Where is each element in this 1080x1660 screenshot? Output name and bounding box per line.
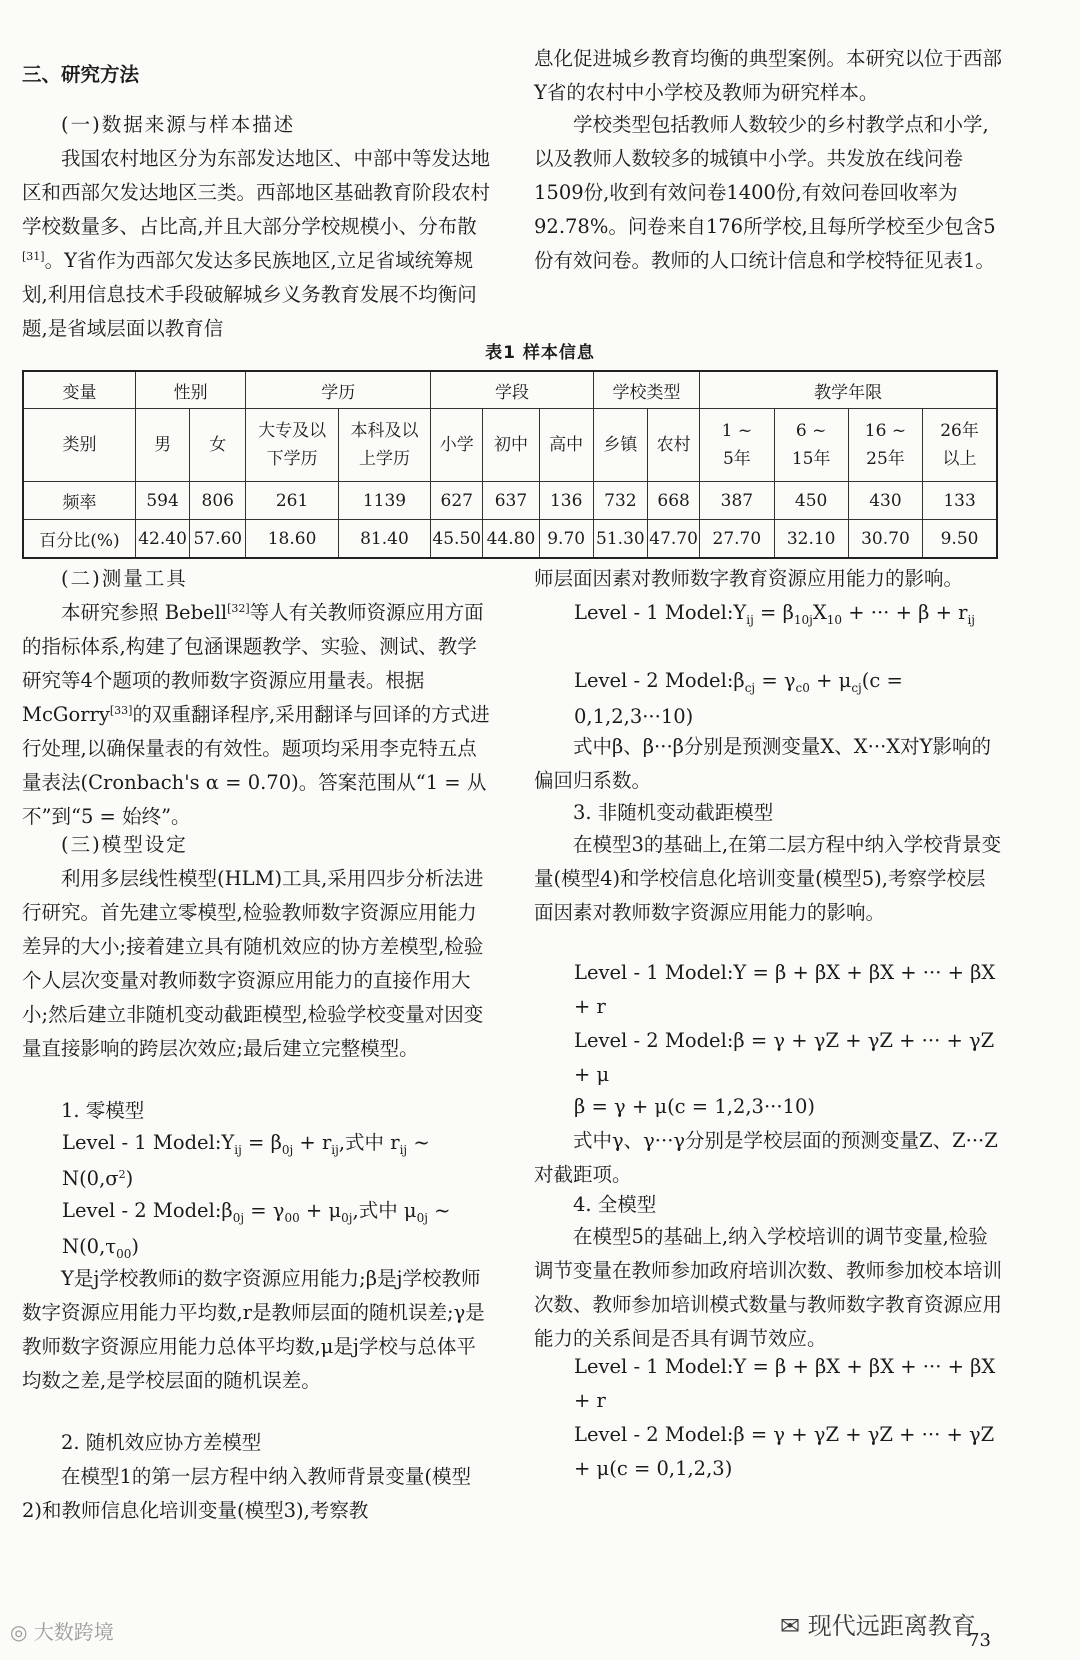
table-cell: 初中 (483, 409, 539, 482)
wechat-icon: ✉ (780, 1612, 808, 1640)
table-cell: 男 (135, 409, 189, 482)
table-cell: 高中 (539, 409, 593, 482)
table-cell: 大专及以下学历 (246, 409, 338, 482)
paragraph-regions: 我国农村地区分为东部发达地区、中部中等发达地区和西部欠发达地区三类。西部地区基础教育阶段农村学校数量多、占比高,并且大部分学校规模小、分布散[31]。Y省作为西部欠发达多民族地区,立足省域统筹规划,利用信息技术手段破解城乡义务教育发展不均衡问题,是省域层面以教育信 (22, 147, 491, 340)
table-cell: 668 (648, 482, 700, 520)
table-caption: 表1 样本信息 (485, 343, 595, 363)
table-cell: 频率 (23, 482, 135, 520)
model3-level1-eq: Level - 1 Model:Y = β + βX + βX + ··· + βX + r (574, 961, 996, 1018)
table-cell: 42.40 (135, 520, 189, 559)
model2-explanation: 式中β、β···β分别是预测变量X、X···X对Y影响的偏回归系数。 (534, 735, 992, 792)
table-percent-row (23, 520, 997, 559)
table-header-row (23, 371, 997, 409)
model3-title: 3. 非随机变动截距模型 (573, 801, 774, 824)
paragraph-continued: 息化促进城乡教育均衡的典型案例。本研究以位于西部Y省的农村中小学校及教师为研究样本。 (534, 47, 1003, 104)
subsection-title-data-source: (一)数据来源与样本描述 (61, 113, 296, 136)
model1-level1-eq: Level - 1 $Model:Y_{ij} = \beta_{0j} + r_{ij}$,式中 $r_{ij}$ ~ $N(0,\sigma^2)$ (62, 1131, 430, 1190)
table-cell: 136 (539, 482, 593, 520)
table-cell: 9.70 (539, 520, 593, 559)
table-cell: 6 ~ 15年 (774, 409, 848, 482)
table-cell: 30.70 (848, 520, 922, 559)
model1-title: 1. 零模型 (61, 1099, 145, 1122)
table-cell: 133 (923, 482, 997, 520)
model2-level2-eq: Level - 2 $Model:\beta_{cj} = \gamma_{c0} + \mu_{cj}(c = 0,1,2,3\cdot\cdot\cdot 10)$ (574, 669, 903, 728)
logo-icon: ◎ (10, 1620, 34, 1644)
table-category-row (23, 409, 997, 482)
table-cell: 627 (431, 482, 483, 520)
table-cell: 732 (593, 482, 647, 520)
table-cell: 1139 (338, 482, 430, 520)
model2-title: 2. 随机效应协方差模型 (61, 1431, 262, 1454)
table-cell: 806 (190, 482, 246, 520)
table-cell: 450 (774, 482, 848, 520)
subsection-title-instrument: (二)测量工具 (61, 567, 188, 590)
model4-level2-eq: Level - 2 Model:β = γ + γZ + γZ + ··· + γZ + μ(c = 0,1,2,3) (574, 1423, 995, 1480)
table-cell: 637 (483, 482, 539, 520)
table-cell: 小学 (431, 409, 483, 482)
table-cell: 47.70 (648, 520, 700, 559)
table-cell: 51.30 (593, 520, 647, 559)
table-cell: 32.10 (774, 520, 848, 559)
table-header-cell: 学段 (431, 371, 594, 409)
table-header-cell: 学校类型 (593, 371, 699, 409)
wechat-watermark: ✉ 现代远距离教育 (780, 1612, 976, 1640)
table-cell: 9.50 (923, 520, 997, 559)
model3-explanation: 式中γ、γ···γ分别是学校层面的预测变量Z、Z···Z对截距项。 (534, 1129, 998, 1186)
model4-title: 4. 全模型 (573, 1193, 657, 1216)
table-cell: 农村 (648, 409, 700, 482)
sample-info-table (22, 370, 998, 559)
table-cell: 1 ~ 5年 (700, 409, 774, 482)
table-cell: 387 (700, 482, 774, 520)
table-cell: 18.60 (246, 520, 338, 559)
table-cell: 16 ~ 25年 (848, 409, 922, 482)
table-cell: 44.80 (483, 520, 539, 559)
table-header-cell: 教学年限 (700, 371, 997, 409)
model1-explanation: Y是j学校教师i的数字资源应用能力;β是j学校教师数字资源应用能力平均数,r是教师层面的随机误差;γ是教师数字资源应用能力总体平均数,μ是j学校与总体平均数之差,是学校层面的随机误差。 (22, 1267, 485, 1392)
footer-logo: ◎ 大数跨境 (10, 1620, 114, 1644)
paragraph-school-types: 学校类型包括教师人数较少的乡村教学点和小学,以及教师人数较多的城镇中小学。共发放在线问卷1509份,收到有效问卷1400份,有效问卷回收率为92.78%。问卷来自176所学校,且每所学校至少包含5份有效问卷。教师的人口统计信息和学校特征见表1。 (534, 113, 996, 272)
model4-paragraph: 在模型5的基础上,纳入学校培训的调节变量,检验调节变量在教师参加政府培训次数、教师参加校本培训次数、教师参加培训模式数量与教师数字教育资源应用能力的关系间是否具有调节效应。 (534, 1225, 1003, 1350)
table-cell: 女 (190, 409, 246, 482)
model2-level1-eq: Level - 1 $Model:Y_{ij} = \beta_{10j}X_{10}$ + ··· + $\beta + r_{ij}$ (574, 601, 976, 627)
model2-continued: 师层面因素对教师数字教育资源应用能力的影响。 (534, 567, 964, 590)
table-cell: 261 (246, 482, 338, 520)
table-cell: 26年以上 (923, 409, 997, 482)
table-cell: 乡镇 (593, 409, 647, 482)
model3-paragraph: 在模型3的基础上,在第二层方程中纳入学校背景变量(模型4)和学校信息化培训变量(模型5),考察学校层面因素对教师数字资源应用能力的影响。 (534, 833, 1002, 924)
model1-level2-eq: Level - 2 $Model:\beta_{0j} = \gamma_{00} + \mu_{0j}$,式中 $\mu_{0j}$ ~ $N(0,\tau_{00})$ (62, 1199, 451, 1261)
table-header-cell: 性别 (135, 371, 245, 409)
table-cell: 81.40 (338, 520, 430, 559)
table-cell: 594 (135, 482, 189, 520)
model2-paragraph: 在模型1的第一层方程中纳入教师背景变量(模型2)和教师信息化培训变量(模型3),考察教 (22, 1465, 472, 1522)
page-number: 73 (968, 1630, 991, 1651)
table-cell: 百分比(%) (23, 520, 135, 559)
table-cell: 27.70 (700, 520, 774, 559)
model4-level1-eq: Level - 1 Model:Y = β + βX + βX + ··· + βX + r (574, 1355, 996, 1412)
table-cell: 本科及以上学历 (338, 409, 430, 482)
table-cell: 57.60 (190, 520, 246, 559)
model3-level2-eq2: β = γ + μ(c = 1,2,3···10) (574, 1095, 815, 1118)
subsection-title-model: (三)模型设定 (61, 833, 188, 856)
table-cell: 430 (848, 482, 922, 520)
model3-level2-eq: Level - 2 Model:β = γ + γZ + γZ + ··· + γZ + μ (574, 1029, 995, 1086)
table-frequency-row (23, 482, 997, 520)
table-header-cell: 学历 (246, 371, 431, 409)
paragraph-instrument: 本研究参照 Bebell[32]等人有关教师资源应用方面的指标体系,构建了包涵课题教学、实验、测试、教学研究等4个题项的教师数字资源应用量表。根据 McGorry[33]的双重翻译程序,采用翻译与回译的方式进行处理,以确保量表的有效性。题项均采用李克特五点量表法(Cronbach's α = 0.70)。答案范围从“1 = 从不”到“5 = 始终”。 (22, 601, 490, 828)
section-title: 三、研究方法 (22, 63, 140, 86)
table-cell: 类别 (23, 409, 135, 482)
paragraph-hlm: 利用多层线性模型(HLM)工具,采用四步分析法进行研究。首先建立零模型,检验教师数字资源应用能力差异的大小;接着建立具有随机效应的协方差模型,检验个人层次变量对教师数字资源应用能力的直接作用大小;然后建立非随机变动截距模型,检验学校变量对因变量直接影响的跨层次效应;最后建立完整模型。 (22, 867, 484, 1060)
table-cell: 45.50 (431, 520, 483, 559)
table-header-cell: 变量 (23, 371, 135, 409)
